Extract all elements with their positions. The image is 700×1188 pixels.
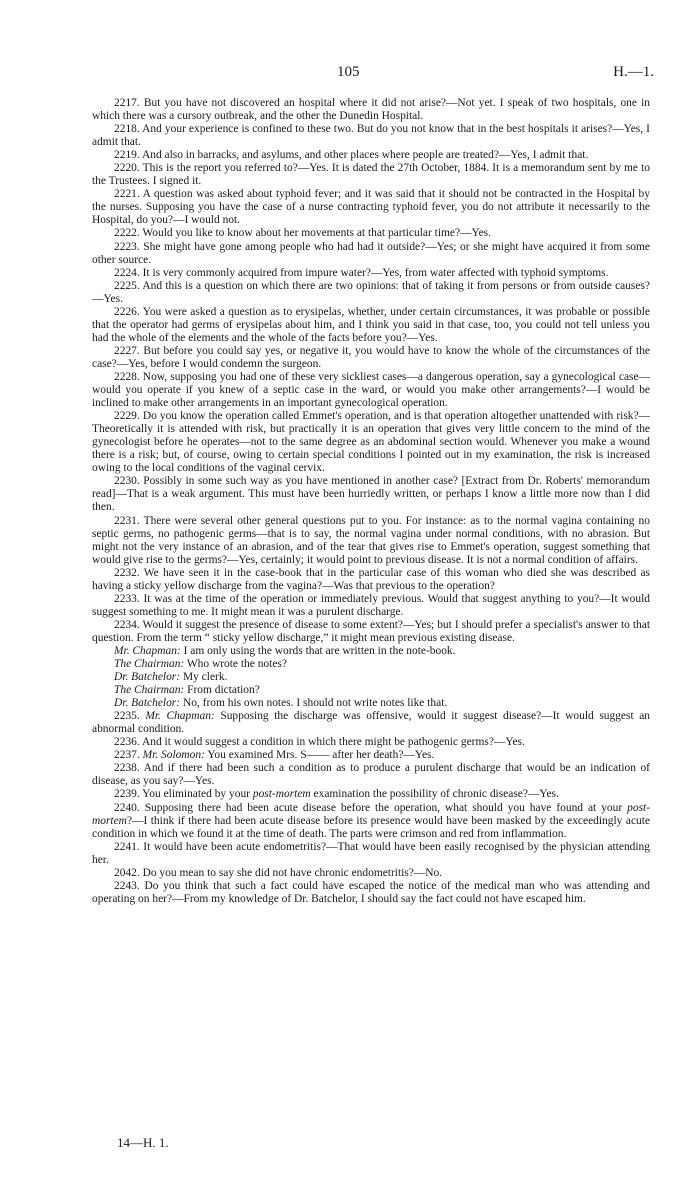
testimony-paragraph	[92, 671, 650, 684]
testimony-paragraph	[92, 123, 650, 149]
speaker-name: Dr. Batchelor:	[114, 671, 181, 684]
speaker-name: Mr. Chapman:	[145, 710, 215, 723]
paragraph-text: My clerk.	[182, 671, 228, 684]
paragraph-text: 2223. She might have gone among people who had had it outside?—Yes; or she might have acquired it from some other source.	[92, 240, 650, 266]
speaker-name: The Chairman:	[114, 658, 185, 671]
testimony-paragraph	[92, 149, 650, 162]
paragraph-text: No, from his own notes. I should not write notes like that.	[182, 697, 448, 710]
testimony-paragraph	[92, 593, 650, 619]
testimony-paragraph	[92, 802, 650, 841]
paragraph-text: 2232. We have seen it in the case-book that in the particular case of this woman who died she was described as having a sticky yellow discharge from the vagina?—Was that previous to the operation?	[92, 566, 650, 592]
report-identifier: H.—1.	[613, 64, 654, 80]
testimony-paragraph	[92, 867, 650, 880]
testimony-paragraph	[92, 658, 650, 671]
testimony-paragraph	[92, 267, 650, 280]
paragraph-text: 2231. There were several other general questions put to you. For instance: as to the normal vagina containing no septic germs, no pathogenic germs—that is to say, the normal vagina under normal conditions, with no abrasion. But might not the very instance of an abrasion, and of the tear that gives rise to Emmet's operation, suggest something that would give rise to the germs?—Yes, certainly; it would point to previous disease. It is not a normal condition of affairs.	[92, 514, 650, 566]
paragraph-text: 2222. Would you like to know about her movements at that particular time?—Yes.	[114, 227, 491, 240]
testimony-paragraph	[92, 371, 650, 410]
signature-mark: 14—H. 1.	[117, 1135, 169, 1150]
paragraph-text: 2219. And also in barracks, and asylums, and other places where people are treated?—Yes, I admit that.	[114, 149, 589, 162]
paragraph-text: 2239. You eliminated by your	[114, 788, 253, 801]
testimony-paragraph	[92, 619, 650, 645]
paragraph-text: 2220. This is the report you referred to?—Yes. It is dated the 27th October, 1884. It is a memorandum sent by me to the Trustees. I signed it.	[92, 162, 650, 188]
italic-term: post-mortem	[92, 801, 650, 827]
testimony-paragraph	[92, 762, 650, 788]
paragraph-text: 2226. You were asked a question as to erysipelas, whether, under certain circumstances, it was probable or possible that the operator had germs of erysipelas about him, and I think you said in that case, too, you could not tell unless you had the whole of the elements and the whole of the facts before you?—Yes.	[92, 305, 650, 344]
paragraph-text: 2229. Do you know the operation called Emmet's operation, and is that operation altogether unattended with risk?—Theoretically it is attended with risk, but practically it is an operation that gives very little concern to the mind of the gynecologist before he operates—not to the same degree as an abdominal section would. Whenever you make a wound there is a risk; but, of course, owing to certain special conditions I pointed out in my examination, the risk is increased owing to the local conditions of the vaginal cervix.	[92, 410, 650, 475]
paragraph-text: ?—I think if there had been acute disease before its presence would have been masked by the exceedingly acute condition in which we found it at the time of death. The parts were crimson and red from inflammation.	[92, 814, 650, 840]
testimony-paragraph	[92, 241, 650, 267]
testimony-paragraph	[92, 227, 650, 240]
italic-term: post-mortem	[252, 788, 311, 801]
paragraph-text: 2221. A question was asked about typhoid fever; and it was said that it should not be contracted in the Hospital by the nurses. Supposing you have the case of a nurse contracting typhoid fever, you do not attribute it necessarily to the Hospital, do you?—I would not.	[92, 188, 650, 227]
testimony-paragraph	[92, 697, 650, 710]
testimony-paragraph	[92, 749, 650, 762]
paragraph-text: I am only using the words that are written in the note-book.	[183, 644, 456, 657]
paragraph-text: 2233. It was at the time of the operation or immediately previous. Would that suggest anything to you?—It would suggest something to me. It might mean it was a purulent discharge.	[92, 592, 650, 618]
paragraph-text: 2236. And it would suggest a condition in which there might be pathogenic germs?—Yes.	[114, 736, 525, 749]
paragraph-text: Supposing the discharge was offensive, would it suggest disease?—It would suggest an abnormal condition.	[92, 710, 650, 736]
testimony-paragraph	[92, 345, 650, 371]
paragraph-text: You examined Mrs. S—— after her death?—Yes.	[207, 749, 435, 762]
paragraph-text: 2241. It would have been acute endometritis?—That would have been easily recognised by the physician attending her.	[92, 840, 650, 866]
page-number: 105	[337, 64, 360, 80]
paragraph-text: 2238. And if there had been such a condition as to produce a purulent discharge that would be an indication of disease, as you say?—Yes.	[92, 762, 650, 788]
paragraph-text: 2224. It is very commonly acquired from impure water?—Yes, from water affected with typhoid symptoms.	[114, 266, 609, 279]
testimony-paragraph	[92, 736, 650, 749]
testimony-paragraph	[92, 880, 650, 906]
testimony-paragraph	[92, 788, 650, 801]
question-number: 2237.	[114, 749, 140, 762]
paragraph-text: 2218. And your experience is confined to these two. But do you not know that in the best hospitals it arises?—Yes, I admit that.	[92, 123, 650, 149]
testimony-paragraph	[92, 410, 650, 475]
testimony-paragraph	[92, 280, 650, 306]
speaker-name: Dr. Batchelor:	[114, 697, 181, 710]
paragraph-text: 2042. Do you mean to say she did not have chronic endometritis?—No.	[114, 866, 443, 879]
paragraph-text: 2240. Supposing there had been acute disease before the operation, what should you have found at your	[114, 801, 628, 814]
paragraph-text: 2228. Now, supposing you had one of these very sickliest cases—a dangerous operation, say a gynecological case—would you operate if you knew of a septic case in the ward, or would you make other arrangements?—I would be inclined to make other arrangements in an important gynecological operation.	[92, 370, 650, 410]
testimony-paragraph	[92, 515, 650, 567]
speaker-name: Mr. Solomon:	[142, 749, 205, 762]
testimony-paragraph	[92, 306, 650, 345]
paragraph-text: 2243. Do you think that such a fact could have escaped the notice of the medical man who was attending and operating on her?—From my knowledge of Dr. Batchelor, I should say the fact could not have escaped him.	[92, 879, 650, 905]
testimony-paragraph	[92, 567, 650, 593]
speaker-name: Mr. Chapman:	[114, 644, 181, 657]
testimony-paragraph	[92, 97, 650, 123]
testimony-paragraph	[92, 684, 650, 697]
paragraph-text: 2225. And this is a question on which there are two opinions: that of taking it from persons or from outside causes?—Yes.	[92, 279, 650, 305]
paragraph-text: examination the possibility of chronic disease?—Yes.	[310, 788, 559, 801]
paragraph-text: Who wrote the notes?	[186, 658, 287, 671]
paragraph-text: 2217. But you have not discovered an hospital where it did not arise?—Not yet. I speak of two hospitals, one in which there was a cursory outbreak, and the other the Dunedin Hospital.	[92, 97, 650, 123]
testimony-paragraph	[92, 162, 650, 188]
paragraph-text: 2230. Possibly in some such way as you have mentioned in another case? [Extract from Dr. Roberts' memorandum read]—That is a weak argument. This must have been hurriedly written, or perhaps I know a little more now than I did then.	[92, 475, 650, 514]
page-header	[0, 64, 700, 84]
testimony-paragraph	[92, 841, 650, 867]
paragraph-text: 2234. Would it suggest the presence of disease to some extent?—Yes; but I should prefer a specialist's answer to that question. From the term “ sticky yellow discharge,” it might mean previous existing disease.	[92, 618, 650, 644]
testimony-paragraph	[92, 645, 650, 658]
question-number: 2235.	[114, 710, 140, 723]
testimony-paragraph	[92, 475, 650, 514]
paragraph-text: 2227. But before you could say yes, or negative it, you would have to know the whole of the circumstances of the case?—Yes, before I would condemn the surgeon.	[92, 344, 650, 370]
speaker-name: The Chairman:	[114, 684, 185, 697]
testimony-paragraph	[92, 710, 650, 736]
paragraph-text: From dictation?	[187, 684, 260, 697]
testimony-body	[92, 97, 650, 906]
testimony-paragraph	[92, 188, 650, 227]
